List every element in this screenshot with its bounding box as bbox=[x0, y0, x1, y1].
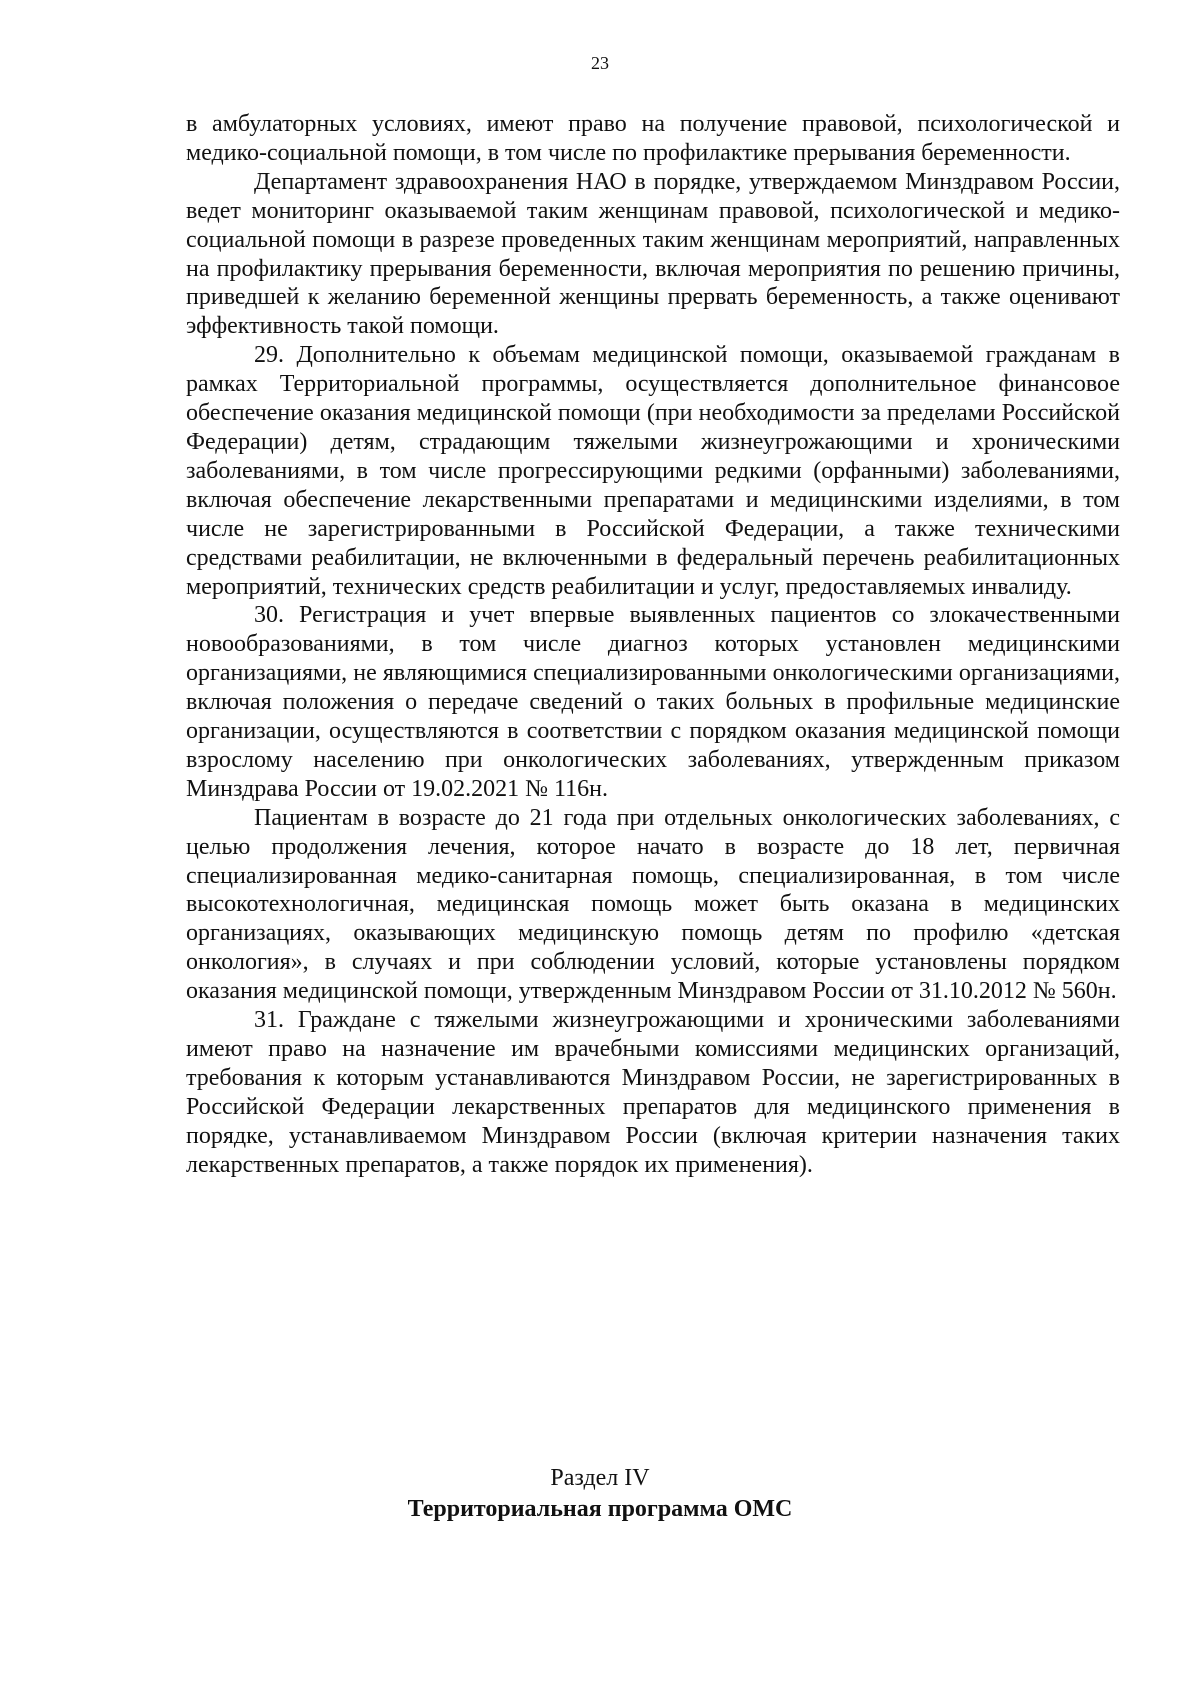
section-label: Раздел IV bbox=[550, 1465, 650, 1491]
section-title: Территориальная программа ОМС bbox=[407, 1496, 793, 1522]
paragraph-patients-under-21: Пациентам в возрасте до 21 года при отдельных онкологических заболеваниях, с целью продолжения лечения, которое начато в возрасте до 18 лет, первичная специализированная медико-санитарная помощь, специализированная, в том числе высокотехнологичная, медицинская помощь может быть оказана в медицинских организациях, оказывающих медицинскую помощь детям по профилю «детская онкология», в случаях и при соблюдении условий, которые установлены порядком оказания медицинской помощи, утвержденным Минздравом России от 31.10.2012 № 560н. bbox=[186, 804, 1120, 1005]
paragraph-31: 31. Граждане с тяжелыми жизнеугрожающими и хроническими заболеваниями имеют право на назначение им врачебными комиссиями медицинских организаций, требования к которым устанавливаются Минздравом России, не зарегистрированных в Российской Федерации лекарственных препаратов для медицинского применения в порядке, устанавливаемом Минздравом России (включая критерии назначения таких лекарственных препаратов, а также порядок их применения). bbox=[186, 1007, 1120, 1178]
document-body bbox=[186, 110, 1120, 1180]
paragraph-monitoring: Департамент здравоохранения НАО в порядке, утверждаемом Минздравом России, ведет мониторинг оказываемой таким женщинам правовой, психологической и медико-социальной помощи в разрезе проведенных таким женщинам мероприятий, направленных на профилактику прерывания беременности, включая мероприятия по решению причины, приведшей к желанию беременной женщины прервать беременность, а также оценивают эффективность такой помощи. bbox=[186, 168, 1120, 340]
paragraph-30: 30. Регистрация и учет впервые выявленных пациентов со злокачественными новообразованиями, в том числе диагноз которых установлен медицинскими организациями, не являющимися специализированными онкологическими организациями, включая положения о передаче сведений о таких больных в профильные медицинские организации, осуществляются в соответствии с порядком оказания медицинской помощи взрослому населению при онкологических заболеваниях, утвержденным приказом Минздрава России от 19.02.2021 № 116н. bbox=[186, 602, 1120, 802]
page-number: 23 bbox=[591, 53, 609, 73]
paragraph-continuation: в амбулаторных условиях, имеют право на получение правовой, психологической и медико-социальной помощи, в том числе по профилактике прерывания беременности. bbox=[186, 111, 1120, 166]
section-heading bbox=[0, 1463, 1200, 1525]
paragraph-29: 29. Дополнительно к объемам медицинской помощи, оказываемой гражданам в рамках Территориальной программы, осуществляется дополнительное финансовое обеспечение оказания медицинской помощи (при необходимости за пределами Российской Федерации) детям, страдающим тяжелыми жизнеугрожающими и хроническими заболеваниями, в том числе прогрессирующими редкими (орфанными) заболеваниями, включая обеспечение лекарственными препаратами и медицинскими изделиями, в том числе не зарегистрированными в Российской Федерации, а также техническими средствами реабилитации, не включенными в федеральный перечень реабилитационных мероприятий, технических средств реабилитации и услуг, предоставляемых инвалиду. bbox=[186, 342, 1120, 600]
